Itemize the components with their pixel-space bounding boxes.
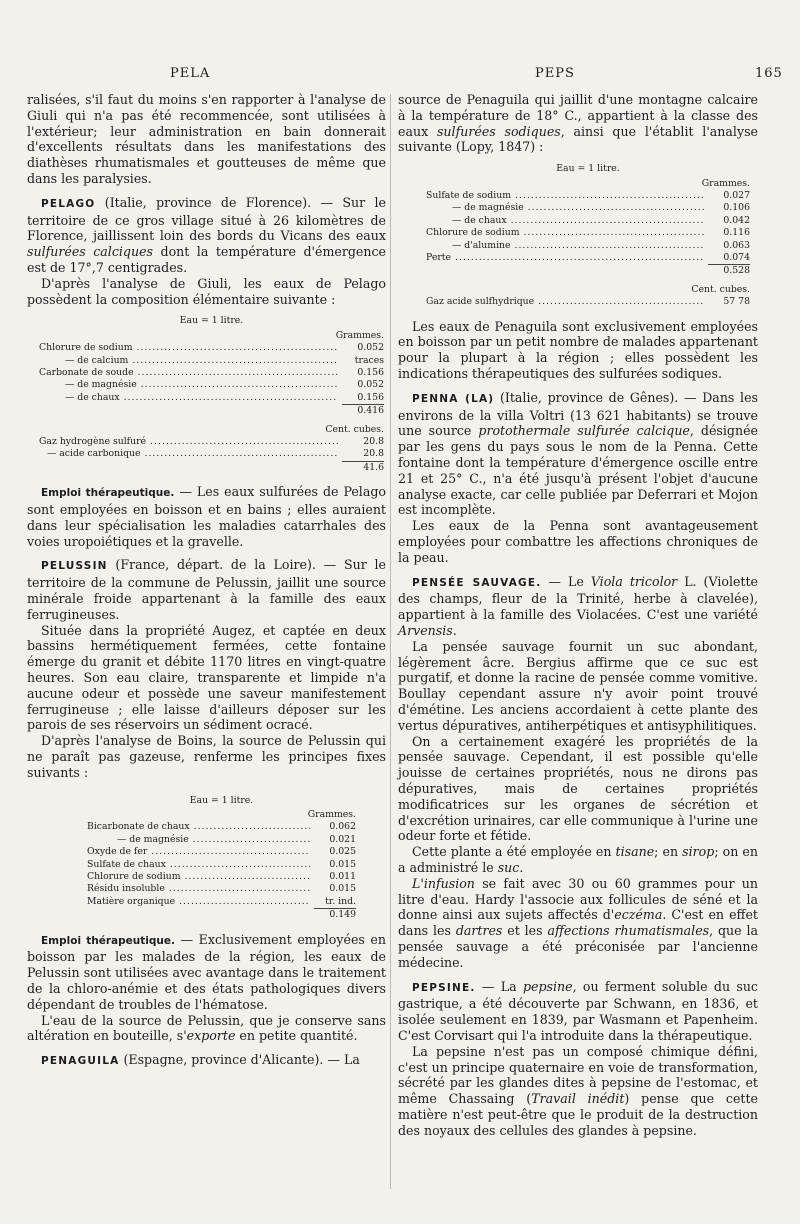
- emploi-therapeutique-pelago: Emploi thérapeutique. — Les eaux sulfurées de Pelago sont employées en boisson et en bains ; elles auraient dans leur spécialisation les maladies catarrhales des voies uropoiétiques et la gravelle.: [27, 484, 386, 549]
- entry-pelussin: PELUSSIN (France, départ. de la Loire). — Sur le territoire de la commune de Pelussin, jaillit une source minérale froide appartenant à la famille des eaux ferrugineuses.: [27, 557, 386, 622]
- entry-pepsine: PEPSINE. — La pepsine, ou ferment soluble du suc gastrique, a été découverte par Schwann, en 1836, et isolée seulement en 1839, par Wasmann et Papenheim. C'est Corvisart qui l'a introduite dans la thérapeutique.: [398, 978, 758, 1043]
- table-caption: Eau = 1 litre.: [179, 315, 244, 327]
- table-row: Chlorure de sodium ..... 0.052: [39, 342, 384, 354]
- paragraph: Située dans la propriété Augez, et captée en deux bassins hermétiquement fermées, cette fontaine émerge du granit et débite 1170 litres en vingt-quatre heures. Son eau claire, transparente et limpide n'a aucune odeur et possède une saveur manifestement ferrugineuse ; elle laisse d'ailleurs déposer sur les parois de ses réservoirs un sédiment ocracé.: [27, 622, 386, 733]
- emploi-therapeutique-pelussin: Emploi thérapeutique. — Exclusivement employées en boisson par les malades de la région, les eaux de Pelussin sont utilisées avec avantage dans le traitement de la chloro-anémie et des états pathologiques divers dépendant de troubles de l'hématose.: [27, 931, 386, 1012]
- table-row: — de magnésie ..... 0.106: [426, 202, 750, 214]
- table-row: Carbonate de soude ..... 0.156: [39, 367, 384, 379]
- table-total: 0.149: [87, 908, 356, 921]
- table-unit: Cent. cubes.: [691, 283, 750, 295]
- paragraph: D'après l'analyse de Boins, la source de Pelussin qui ne paraît pas gazeuse, renferme les principes fixes suivants :: [27, 733, 386, 780]
- paragraph: Les eaux de la Penna sont avantageusement employées pour combattre les affections chroniques de la peau.: [398, 518, 758, 565]
- left-column: [27, 92, 386, 1070]
- table-row: Chlorure de sodium ..... 0.116: [426, 227, 750, 239]
- entry-penna: PENNA (LA) (Italie, province de Gênes). — Dans les environs de la villa Voltri (13 621 habitants) se trouve une source protothermale sulfurée calcique, désignée par les gens du pays sous le nom de la Penna. Cette fontaine dont la température d'émergence oscille entre 21 et 25° C., n'a été jusqu'à présent l'objet d'aucune analyse exacte, car celle publiée par Deferrari et Mojon est incomplète.: [398, 389, 758, 518]
- paragraph: On a certainement exagéré les propriétés de la pensée sauvage. Cependant, il est possible qu'elle jouisse de certaines propriétés, nous ne dirons pas dépuratives, mais de certaines propriétés modificatrices sur les organes de sécrétion et d'excrétion urinaires, car elle communique à l'urine une odeur forte et fétide.: [398, 733, 758, 844]
- running-head-right: PEPS: [535, 66, 575, 81]
- table-unit: Grammes.: [701, 177, 750, 189]
- table-row: Gaz acide sulfhydrique ..... 57 78: [426, 296, 750, 308]
- table-total: 0.528: [426, 264, 750, 277]
- paragraph: L'eau de la source de Pelussin, que je conserve sans altération en bouteille, s'exporte en petite quantité.: [27, 1012, 386, 1044]
- table-row: Perte ..... 0.074: [426, 252, 750, 264]
- entry-term: PELUSSIN: [41, 560, 108, 573]
- running-head-left: PELA: [170, 66, 211, 81]
- entry-pelago: PELAGO (Italie, province de Florence). — Sur le territoire de ce gros village situé à 26 kilomètres de Florence, jaillissent loin des bords du Vicans des eaux sulfurées calciques dont la température d'émergence est de 17°,7 centigrades.: [27, 194, 386, 275]
- paragraph: L'infusion se fait avec 30 ou 60 grammes pour un litre d'eau. Hardy l'associe aux follicules de séné et la donne ainsi aux sujets affectés d'eczéma. C'est en effet dans les dartres et les affections rhumatismales, que la pensée sauvage a été préconisée par l'ancienne médecine.: [398, 875, 759, 970]
- paragraph: Cette plante a été employée en tisane; en sirop; on en a administré le suc.: [398, 844, 758, 875]
- table-total: 41.6: [39, 461, 384, 474]
- entry-term: PEPSINE.: [412, 981, 476, 994]
- table-row: Sulfate de sodium ..... 0.027: [426, 190, 750, 202]
- table-row: — de calcium ..... traces: [39, 355, 384, 367]
- table-row: — acide carbonique ..... 20.8: [39, 448, 384, 460]
- right-column: [398, 92, 758, 1139]
- entry-penaguila: PENAGUILA (Espagne, province d'Alicante). — La: [41, 1052, 360, 1068]
- table-row: Résidu insoluble ..... 0.015: [87, 883, 356, 895]
- table-row: Sulfate de chaux ..... 0.015: [87, 859, 356, 871]
- table-row: — d'alumine ..... 0.063: [426, 240, 750, 252]
- page-number: 165: [755, 66, 783, 81]
- column-divider: [390, 94, 391, 1189]
- table-caption: Eau = 1 litre.: [189, 794, 254, 806]
- entry-pensee-sauvage: PENSÉE SAUVAGE. — Le Viola tricolor L. (Violette des champs, fleur de la Trinité, herbe à clavelée), appartient à la famille des Violacées. C'est une variété Arvensis.: [398, 573, 759, 638]
- analysis-table-pelussin: [87, 795, 356, 922]
- table-unit: Cent. cubes.: [325, 423, 384, 435]
- entry-term: PENNA (LA): [412, 392, 495, 405]
- table-row: — de chaux ..... 0.156: [39, 392, 384, 404]
- entry-term: PENAGUILA: [41, 1055, 120, 1068]
- table-unit: Grammes.: [307, 808, 356, 820]
- entry-term: PENSÉE SAUVAGE.: [412, 576, 542, 589]
- table-row: Matière organique ..... tr. ind.: [87, 896, 356, 908]
- analysis-table-pelago: [39, 315, 384, 474]
- paragraph-continuation: source de Penaguila qui jaillit d'une montagne calcaire à la température de 18° C., appartient à la classe des eaux sulfurées sodiques, ainsi que l'établit l'analyse suivante (Lopy, 1847) :: [398, 92, 758, 155]
- paragraph: D'après l'analyse de Giuli, les eaux de Pelago possèdent la composition élémentaire suivante :: [27, 275, 386, 307]
- paragraph: La pepsine n'est pas un composé chimique défini, c'est un principe quaternaire en voie de transformation, sécrété par les glandes dites à pepsine de l'estomac, et même Chassaing (Travail inédit) pense que cette matière n'est peut-être que le produit de la destruction des noyaux des cellules des glandes à pepsine.: [398, 1043, 759, 1138]
- table-row: — de magnésie ..... 0.052: [39, 379, 384, 391]
- analysis-table-penaguila: [426, 163, 750, 308]
- entry-term: PELAGO: [41, 197, 96, 210]
- table-row: — de chaux ..... 0.042: [426, 215, 750, 227]
- table-unit: Grammes.: [335, 329, 384, 341]
- table-caption: Eau = 1 litre.: [556, 163, 620, 175]
- table-row: Bicarbonate de chaux ..... 0.062: [87, 821, 356, 833]
- table-total: 0.416: [39, 404, 384, 417]
- table-row: Gaz hydrogène sulfuré ..... 20.8: [39, 436, 384, 448]
- paragraph: La pensée sauvage fournit un suc abondant, légèrement âcre. Bergius affirme que ce suc est purgatif, et donne la racine de pensée comme vomitive. Boullay cependant assure n'y avoir point trouvé d'émétine. Les anciens accordaient à cette plante des vertus dépuratives, antiherpétiques et antisyphilitiques.: [398, 638, 758, 733]
- paragraph: Les eaux de Penaguila sont exclusivement employées en boisson par un petit nombre de malades appartenant pour la plupart à la région ; elles possèdent les indications thérapeutiques des sulfurées sodiques.: [398, 318, 758, 382]
- table-row: — de magnésie ..... 0.021: [87, 834, 356, 846]
- table-row: Chlorure de sodium ..... 0.011: [87, 871, 356, 883]
- paragraph-continuation: ralisées, s'il faut du moins s'en rapporter à l'analyse de Giuli qui n'a pas été recommencée, sont utilisées à l'extérieur; leur administration en bain donnerait d'excellents résultats dans les manifestations des diathèses rhumatismales et goutteuses de même que dans les paralysies.: [27, 92, 386, 186]
- table-row: Oxyde de fer ..... 0.025: [87, 846, 356, 858]
